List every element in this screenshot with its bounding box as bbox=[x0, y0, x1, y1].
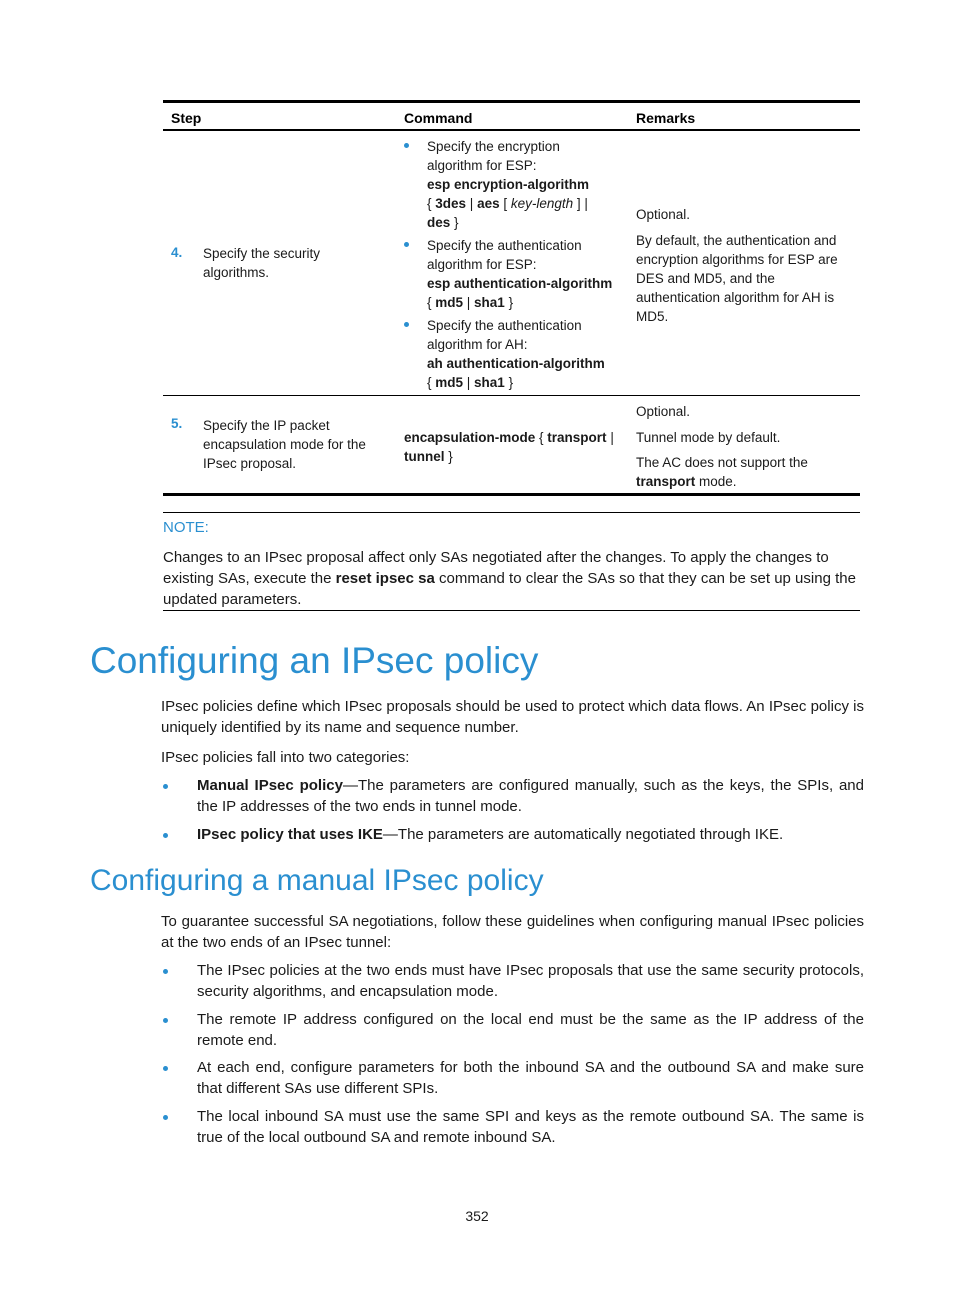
remark-default: Tunnel mode by default. bbox=[636, 430, 781, 445]
list-item: Manual IPsec policy—The parameters are configured manually, such as the keys, the SPIs, and the IP addresses of the two ends in tunnel mode. bbox=[197, 777, 864, 815]
step-description: Specify the security algorithms. bbox=[203, 246, 321, 280]
list-item: The IPsec policies at the two ends must have IPsec proposals that use the same security protocols, security algorithms, and encapsulation mode. bbox=[197, 962, 864, 1000]
table-top-rule bbox=[163, 100, 860, 103]
page-number: 352 bbox=[465, 1208, 489, 1224]
encryption-syntax: { 3des | aes [ key-length ] | bbox=[427, 196, 588, 211]
bullet-icon bbox=[404, 322, 409, 327]
subsection-heading: Configuring a manual IPsec policy bbox=[90, 864, 544, 897]
command-encapsulation: encapsulation-mode { transport | tunnel } bbox=[404, 430, 614, 464]
command-auth-esp: Specify the authentication algorithm for ESP: esp authentication-algorithm { md5 | sha1 } bbox=[427, 238, 613, 310]
command-auth-ah: Specify the authentication algorithm for AH: ah authentication-algorithm { md5 | sha1 } bbox=[427, 318, 605, 390]
bullet-icon bbox=[163, 969, 168, 974]
step-number: 4. bbox=[171, 245, 183, 260]
command-encryption-esp: Specify the encryption algorithm for ESP: esp encryption-algorithm { 3des | aes [ key-length ] | des } bbox=[427, 139, 590, 230]
note-label: NOTE: bbox=[163, 519, 209, 536]
bullet-icon bbox=[163, 784, 168, 789]
section-heading: Configuring an IPsec policy bbox=[90, 640, 539, 681]
paragraph: To guarantee successful SA negotiations, follow these guidelines when configuring manual IPsec policies at the two ends of an IPsec tunnel: bbox=[161, 913, 864, 951]
remark-optional: Optional. bbox=[636, 207, 691, 222]
remark-default: By default, the authentication and encryption algorithms for ESP are DES and MD5, and the authentication algorithm for AH is MD5. bbox=[636, 233, 838, 324]
bullet-icon bbox=[404, 143, 409, 148]
bullet-icon bbox=[163, 1115, 168, 1120]
paragraph: IPsec policies fall into two categories: bbox=[161, 749, 410, 766]
step-description: Specify the IP packet encapsulation mode for the IPsec proposal. bbox=[203, 418, 366, 471]
note-top-rule bbox=[163, 512, 860, 513]
table-header-rule bbox=[163, 129, 860, 131]
table-bottom-rule bbox=[163, 493, 860, 496]
remark-ac-support: The AC does not support the transport mode. bbox=[636, 455, 808, 489]
remark-optional: Optional. bbox=[636, 404, 691, 419]
bullet-icon bbox=[404, 242, 409, 247]
header-remarks: Remarks bbox=[636, 110, 696, 126]
list-item: The remote IP address configured on the local end must be the same as the IP address of the remote end. bbox=[197, 1011, 864, 1049]
list-item: The local inbound SA must use the same SPI and keys as the remote outbound SA. The same is true of the local outbound SA and remote inbound SA. bbox=[197, 1108, 864, 1146]
bullet-icon bbox=[163, 833, 168, 838]
note-text: Changes to an IPsec proposal affect only SAs negotiated after the changes. To apply the changes to existing SAs, execute the reset ipsec sa command to clear the SAs so that they can be set up using the updated parameters. bbox=[163, 549, 856, 608]
note-bottom-rule bbox=[163, 610, 860, 611]
table-row-rule bbox=[163, 395, 860, 396]
step-number: 5. bbox=[171, 416, 183, 431]
list-item: IPsec policy that uses IKE—The parameters are automatically negotiated through IKE. bbox=[197, 826, 784, 843]
paragraph: IPsec policies define which IPsec proposals should be used to protect which data flows. An IPsec policy is uniquely identified by its name and sequence number. bbox=[161, 698, 864, 736]
bullet-icon bbox=[163, 1066, 168, 1071]
header-command: Command bbox=[404, 110, 473, 126]
header-step: Step bbox=[171, 110, 202, 126]
bullet-icon bbox=[163, 1018, 168, 1023]
list-item: At each end, configure parameters for both the inbound SA and the outbound SA and make sure that different SAs use different SPIs. bbox=[197, 1059, 864, 1097]
